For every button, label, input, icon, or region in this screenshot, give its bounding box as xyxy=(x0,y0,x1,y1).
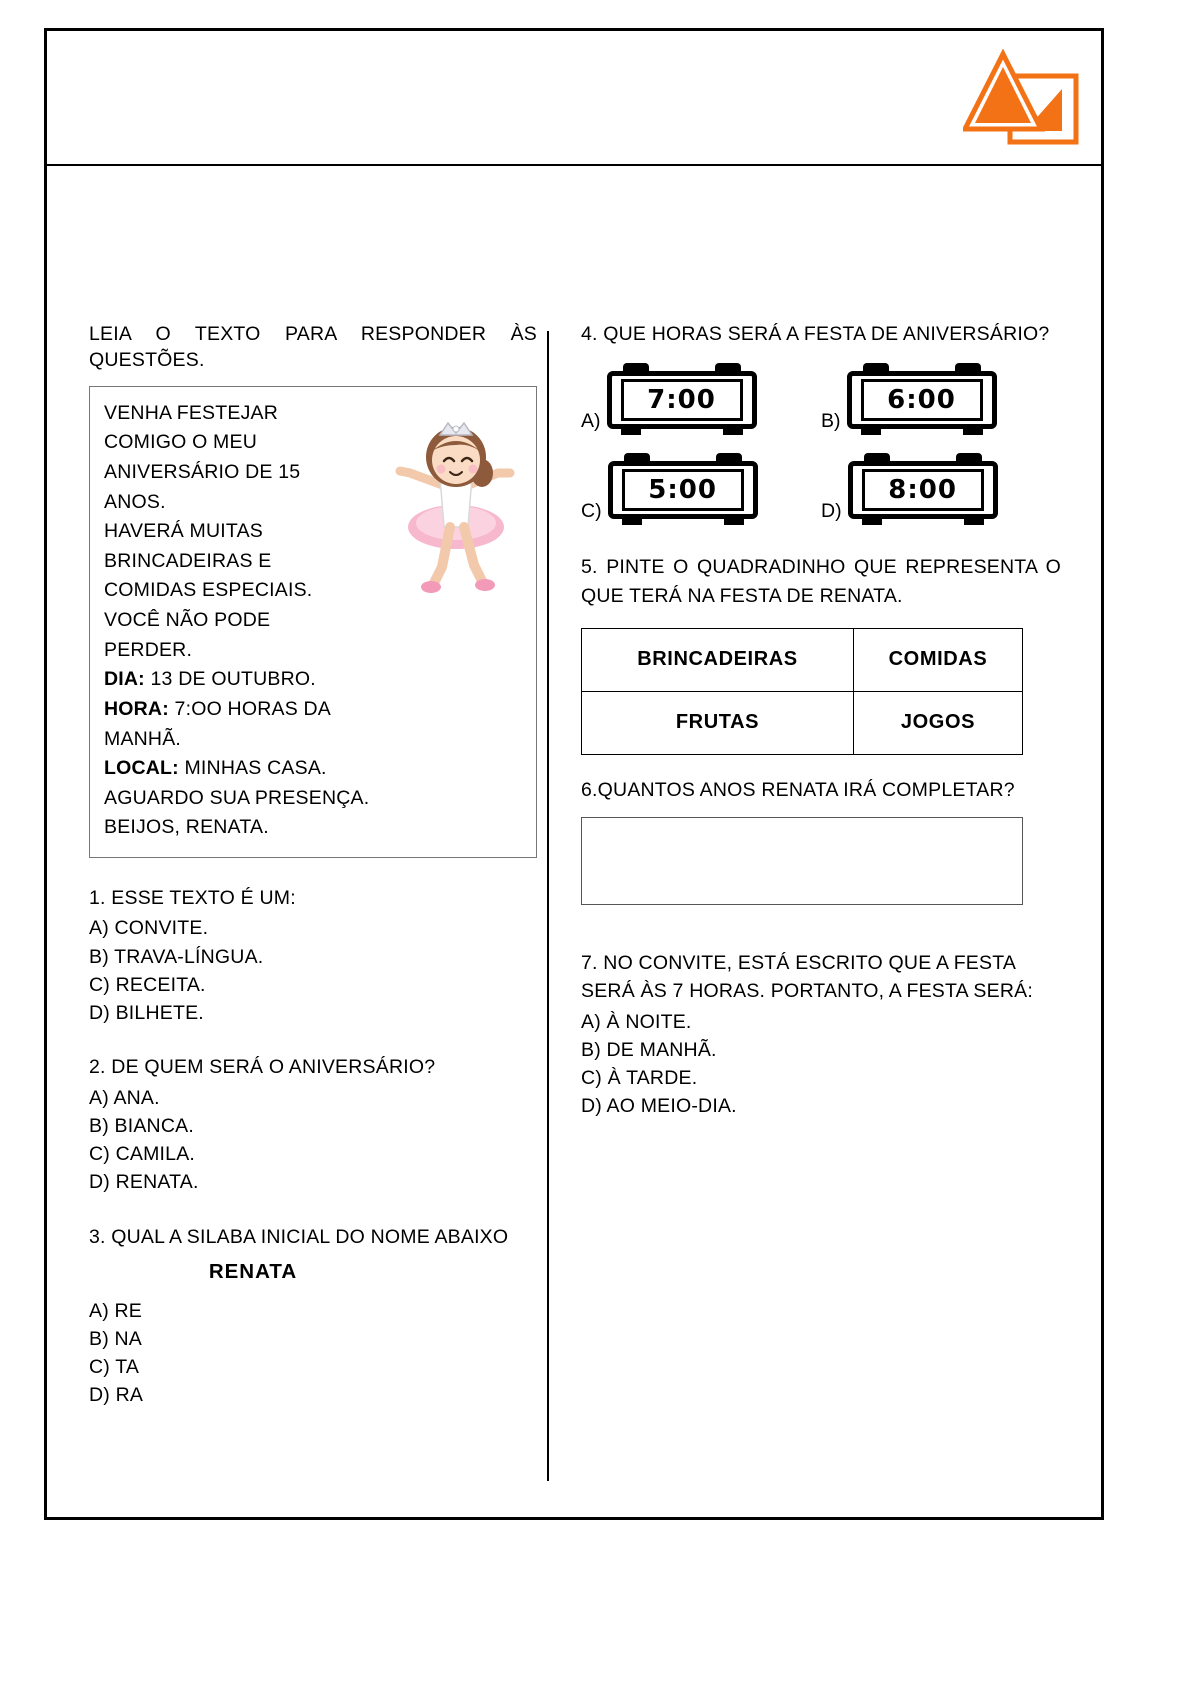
invite-day xyxy=(104,665,379,695)
page-body xyxy=(47,166,1101,1517)
question-7 xyxy=(581,949,1061,1121)
ballerina-girl-illustration-icon xyxy=(378,415,528,600)
question-1-option-b[interactable]: B) TRAVA-LÍNGUA. xyxy=(89,945,264,968)
table-cell-comidas[interactable]: COMIDAS xyxy=(853,628,1022,691)
question-3 xyxy=(89,1223,537,1410)
question-3-option-a[interactable]: A) RE xyxy=(89,1299,143,1322)
question-5-table xyxy=(581,628,1023,755)
invite-line: VOCÊ NÃO PODE xyxy=(104,609,271,631)
question-1-option-a[interactable]: A) CONVITE. xyxy=(89,917,209,940)
invite-line: PERDER. xyxy=(104,638,193,661)
clock-time-b: 6:00 xyxy=(861,379,983,421)
clock-time-a: 7:00 xyxy=(621,379,743,421)
question-2 xyxy=(89,1053,537,1196)
invite-hour xyxy=(104,695,379,754)
invite-line: ANIVERSÁRIO DE 15 xyxy=(104,460,301,483)
question-3-option-c[interactable]: C) TA xyxy=(89,1356,140,1379)
question-1 xyxy=(89,884,537,1027)
question-4-title: 4. QUE HORAS SERÁ A FESTA DE ANIVERSÁRIO? xyxy=(581,323,1050,345)
invite-closing-1: AGUARDO SUA PRESENÇA. xyxy=(104,786,370,809)
question-4-label-a: A) xyxy=(581,410,601,433)
invite-place xyxy=(104,754,379,784)
question-4-options xyxy=(581,363,1061,543)
invite-line: HAVERÁ MUITAS xyxy=(104,520,263,543)
alarm-clock-icon xyxy=(848,453,998,525)
invite-place-value: MINHAS CASA. xyxy=(178,757,327,780)
question-3-word: RENATA xyxy=(208,1259,298,1283)
alarm-clock-icon xyxy=(847,363,997,435)
page-header xyxy=(47,31,1101,166)
question-4-option-c[interactable] xyxy=(581,453,821,525)
invite-line: BRINCADEIRAS E xyxy=(104,549,272,572)
table-cell-brincadeiras[interactable]: BRINCADEIRAS xyxy=(582,628,854,691)
question-7-option-d[interactable]: D) AO MEIO-DIA. xyxy=(581,1095,737,1118)
invite-line: COMIGO O MEU xyxy=(104,431,257,454)
invite-line: VENHA FESTEJAR xyxy=(104,401,279,424)
alarm-clock-icon xyxy=(608,453,758,525)
clock-time-d: 8:00 xyxy=(862,469,984,511)
question-3-option-d[interactable]: D) RA xyxy=(89,1384,144,1407)
question-6-answer-box[interactable] xyxy=(581,817,1023,905)
invite-hour-label: HORA: xyxy=(104,697,169,720)
table-row xyxy=(582,628,1023,691)
table-cell-jogos[interactable]: JOGOS xyxy=(853,691,1022,754)
question-3-option-b[interactable]: B) NA xyxy=(89,1327,143,1350)
invite-card xyxy=(89,386,537,858)
question-7-option-c[interactable]: C) À TARDE. xyxy=(581,1067,698,1090)
orange-triangle-square-logo-icon xyxy=(963,49,1083,154)
question-4-label-d: D) xyxy=(821,500,842,523)
question-4-option-a[interactable] xyxy=(581,363,821,435)
invite-hour-value: 7:OO HORAS DA MANHÃ. xyxy=(104,697,330,750)
question-1-option-d[interactable]: D) BILHETE. xyxy=(89,1002,204,1025)
table-cell-frutas[interactable]: FRUTAS xyxy=(582,691,854,754)
right-column xyxy=(549,321,1073,1481)
question-2-option-d[interactable]: D) RENATA. xyxy=(89,1171,199,1194)
question-2-option-c[interactable]: C) CAMILA. xyxy=(89,1143,196,1166)
table-row xyxy=(582,691,1023,754)
invite-line: ANOS. xyxy=(104,490,166,513)
question-4-label-c: C) xyxy=(581,500,602,523)
question-7-option-b[interactable]: B) DE MANHÃ. xyxy=(581,1038,717,1061)
invite-place-label: LOCAL: xyxy=(104,757,179,780)
question-2-title: 2. DE QUEM SERÁ O ANIVERSÁRIO? xyxy=(89,1056,436,1079)
instruction-text: LEIA O TEXTO PARA RESPONDER ÀS QUESTÕES. xyxy=(89,323,537,372)
invite-text xyxy=(104,399,379,843)
question-1-option-c[interactable]: C) RECEITA. xyxy=(89,973,206,996)
question-7-option-a[interactable]: A) À NOITE. xyxy=(581,1010,692,1033)
question-4-option-d[interactable] xyxy=(821,453,1061,525)
question-2-option-b[interactable]: B) BIANCA. xyxy=(89,1114,194,1137)
question-4-option-b[interactable] xyxy=(821,363,1061,435)
clock-time-c: 5:00 xyxy=(622,469,744,511)
two-column-layout xyxy=(47,321,1101,1481)
question-3-title: 3. QUAL A SILABA INICIAL DO NOME ABAIXO xyxy=(89,1225,509,1248)
invite-closing-2: BEIJOS, RENATA. xyxy=(104,816,269,839)
alarm-clock-icon xyxy=(607,363,757,435)
question-7-title: 7. NO CONVITE, ESTÁ ESCRITO QUE A FESTA SERÁ ÀS 7 HORAS. PORTANTO, A FESTA SERÁ: xyxy=(581,952,1033,1003)
question-6-title: 6.QUANTOS ANOS RENATA IRÁ COMPLETAR? xyxy=(581,778,1015,801)
invite-day-value: 13 DE OUTUBRO. xyxy=(144,668,316,691)
invite-day-label: DIA: xyxy=(104,668,145,691)
invite-line: COMIDAS ESPECIAIS. xyxy=(104,579,313,602)
left-column xyxy=(47,321,547,1481)
question-5-title: 5. PINTE O QUADRADINHO QUE REPRESENTA O QUE TERÁ NA FESTA DE RENATA. xyxy=(581,556,1061,607)
question-2-option-a[interactable]: A) ANA. xyxy=(89,1086,160,1109)
worksheet-page xyxy=(44,28,1104,1520)
question-4-label-b: B) xyxy=(821,410,841,433)
question-1-title: 1. ESSE TEXTO É UM: xyxy=(89,887,296,909)
